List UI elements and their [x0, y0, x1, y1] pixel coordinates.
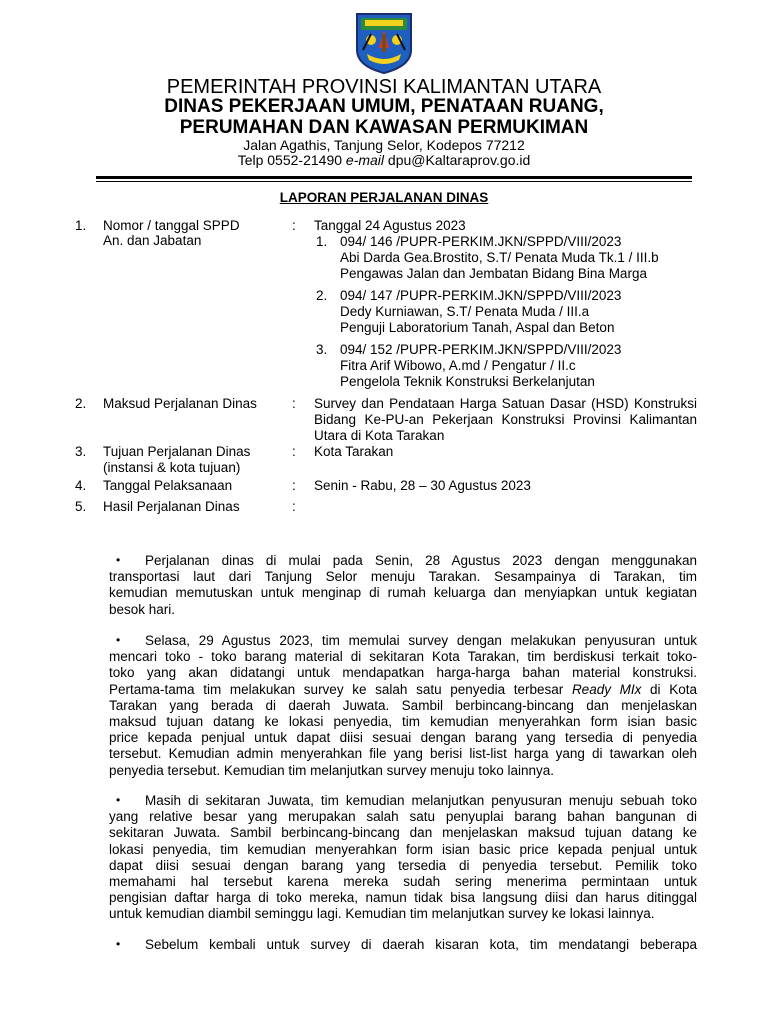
letterhead-government: PEMERINTAH PROVINSI KALIMANTAN UTARA — [166, 76, 602, 98]
item-2-value-line: Bidang Ke-PU-an Pekerjaan Konstruksi Provinsi Kalimantan — [314, 412, 697, 427]
paragraph-line: kemudian memutuskan untuk menginap di rumah keluarga dan menyiapkan untuk kegiatan — [109, 585, 697, 601]
paragraph-2 — [109, 633, 697, 779]
paragraph-3 — [109, 793, 697, 923]
paragraph-line: price kepada penjual untuk dapat diisi sesuai dengan barang yang tersedia di penyedia — [109, 730, 697, 746]
employee-1-role: Pengawas Jalan dan Jembatan Bidang Bina Marga — [340, 266, 647, 281]
employee-1-name: Abi Darda Gea.Brostito, S.T/ Penata Muda Tk.1 / III.b — [340, 250, 659, 265]
paragraph-line: tersebut. Kemudian admin menyerahkan file yang berisi list-list harga yang di tawarkan oleh — [109, 746, 697, 762]
employee-2-role: Penguji Laboratorium Tanah, Aspal dan Beton — [340, 320, 615, 335]
item-2-value — [314, 396, 697, 444]
item-4-colon: : — [292, 478, 296, 493]
item-2-value-line: Utara di Kota Tarakan — [314, 428, 445, 443]
letterhead-address: Jalan Agathis, Tanjung Selor, Kodepos 77212 — [243, 137, 525, 153]
employee-2-number: 2. — [316, 288, 328, 303]
paragraph-line: pengisian daftar harga di toko mereka, namun tidak bisa langsung diisi dan harus ditinggal — [109, 890, 697, 906]
employee-2-sppd-number: 094/ 147 /PUPR-PERKIM.JKN/SPPD/VIII/2023 — [340, 288, 622, 303]
paragraph-line: Pertama-tama tim melakukan survey ke salah satu penyedia terbesar Ready MIx di Kota — [109, 681, 697, 697]
product-name: Ready MIx — [571, 681, 642, 697]
letterhead-agency-line1: DINAS PEKERJAAN UMUM, PENATAAN RUANG, — [164, 96, 604, 117]
item-3-value: Kota Tarakan — [314, 444, 394, 459]
bullet-3: • — [116, 793, 121, 807]
paragraph-line: toko yang akan didatangi untuk mendapatkan harga-harga bahan material konstruksi. — [109, 665, 697, 681]
bullet-4: • — [116, 937, 121, 951]
paragraph-line: besok hari. — [109, 601, 176, 617]
item-5-label: Hasil Perjalanan Dinas — [103, 499, 240, 514]
paragraph-line: sekitaran Juwata. Sambil berbincang-bincang dan menjelaskan maksud tujuan datang ke — [109, 825, 697, 841]
paragraph-line: Perjalanan dinas di mulai pada Senin, 28 Agustus 2023 dengan menggunakan — [145, 553, 697, 568]
employee-3-name: Fitra Arif Wibowo, A.md / Pengatur / II.c — [340, 358, 576, 373]
employee-3-sppd-number: 094/ 152 /PUPR-PERKIM.JKN/SPPD/VIII/2023 — [340, 342, 622, 357]
paragraph-line: transportasi laut dari Tanjung Selor menuju Tarakan. Sesampainya di Tarakan, tim — [109, 569, 697, 585]
bullet-1: • — [116, 553, 121, 567]
employee-2-name: Dedy Kurniawan, S.T/ Penata Muda / III.a — [340, 304, 590, 319]
document-title: LAPORAN PERJALANAN DINAS — [279, 190, 489, 205]
item-1-date: Tanggal 24 Agustus 2023 — [314, 218, 466, 233]
paragraph-line: maksud tujuan datang ke lokasi penyedia, tim kemudian menyerahkan form isian basic — [109, 714, 697, 730]
item-2-label: Maksud Perjalanan Dinas — [103, 396, 257, 411]
bullet-2: • — [116, 633, 121, 647]
employee-1-number: 1. — [316, 234, 328, 249]
paragraph-line: penyedia tersebut. Kemudian tim melanjutkan survey menuju toko lainnya. — [109, 762, 554, 778]
item-1-label-2: An. dan Jabatan — [103, 233, 202, 248]
employee-3-role: Pengelola Teknik Konstruksi Berkelanjutan — [340, 374, 595, 389]
paragraph-line: lokasi penyedia, tim kemudian menyerahkan form isian basic price kepada penjual untuk — [109, 841, 697, 857]
item-5-number: 5. — [75, 499, 87, 514]
paragraph-line: dapat diisi sesuai dengan barang yang tersedia di penyedia tersebut. Pemilik toko — [109, 857, 697, 873]
provincial-emblem-icon — [351, 10, 417, 74]
paragraph-line: Masih di sekitaran Juwata, tim kemudian melanjutkan penyusuran menuju sebuah toko — [145, 793, 697, 808]
item-3-label: Tujuan Perjalanan Dinas — [103, 444, 251, 459]
item-4-number: 4. — [75, 478, 87, 493]
item-2-number: 2. — [75, 396, 87, 411]
paragraph-line: mencari toko - toko barang material di sekitaran Kota Tarakan, tim berdiskusi terkait toko- — [109, 649, 697, 665]
employee-1-sppd-number: 094/ 146 /PUPR-PERKIM.JKN/SPPD/VIII/2023 — [340, 234, 622, 249]
item-3-number: 3. — [75, 444, 87, 459]
letterhead-email: dpu@Kaltaraprov.go.id — [387, 152, 531, 168]
letterhead-agency-line2: PERUMAHAN DAN KAWASAN PERMUKIMAN — [179, 117, 589, 138]
paragraph-line: Selasa, 29 Agustus 2023, tim memulai survey dengan melakukan penyusuran untuk — [145, 633, 697, 648]
letterhead-telp: Telp 0552-21490 — [237, 152, 343, 168]
paragraph-line: yang relative besar yang merupakan salah satu penyuplai barang bahan bangunan di — [109, 809, 697, 825]
letterhead-email-label: e-mail — [345, 152, 385, 168]
paragraph-line: untuk kemudian diambil seminggu lagi. Kemudian tim melanjutkan survey ke lokasi lainnya. — [109, 906, 655, 922]
item-3-label-2: (instansi & kota tujuan) — [103, 460, 241, 475]
paragraph-line: memahami hal tersebut karena mereka sudah sering menerima permintaan untuk — [109, 874, 697, 890]
item-2-colon: : — [292, 396, 296, 411]
item-5-colon: : — [292, 499, 296, 514]
paragraph-1 — [109, 553, 697, 618]
item-1-number: 1. — [75, 218, 87, 233]
letterhead-rule-thick — [96, 176, 692, 179]
paragraph-line: Sebelum kembali untuk survey di daerah kisaran kota, tim mendatangi beberapa — [145, 937, 697, 952]
letterhead-rule-thin — [96, 181, 692, 182]
paragraph-line: Tarakan yang berada di daerah Juwata. Sambil berbincang-bincang dan menjelaskan — [109, 697, 697, 713]
item-4-value: Senin - Rabu, 28 – 30 Agustus 2023 — [314, 478, 531, 493]
employee-3-number: 3. — [316, 342, 328, 357]
letterhead-contact — [0, 152, 768, 168]
item-2-value-line: Survey dan Pendataan Harga Satuan Dasar (HSD) Konstruksi — [314, 396, 697, 411]
item-1-label: Nomor / tanggal SPPD — [103, 218, 240, 233]
item-3-colon: : — [292, 444, 296, 459]
item-4-label: Tanggal Pelaksanaan — [103, 478, 233, 493]
item-1-colon: : — [292, 218, 296, 233]
paragraph-4 — [109, 937, 697, 953]
